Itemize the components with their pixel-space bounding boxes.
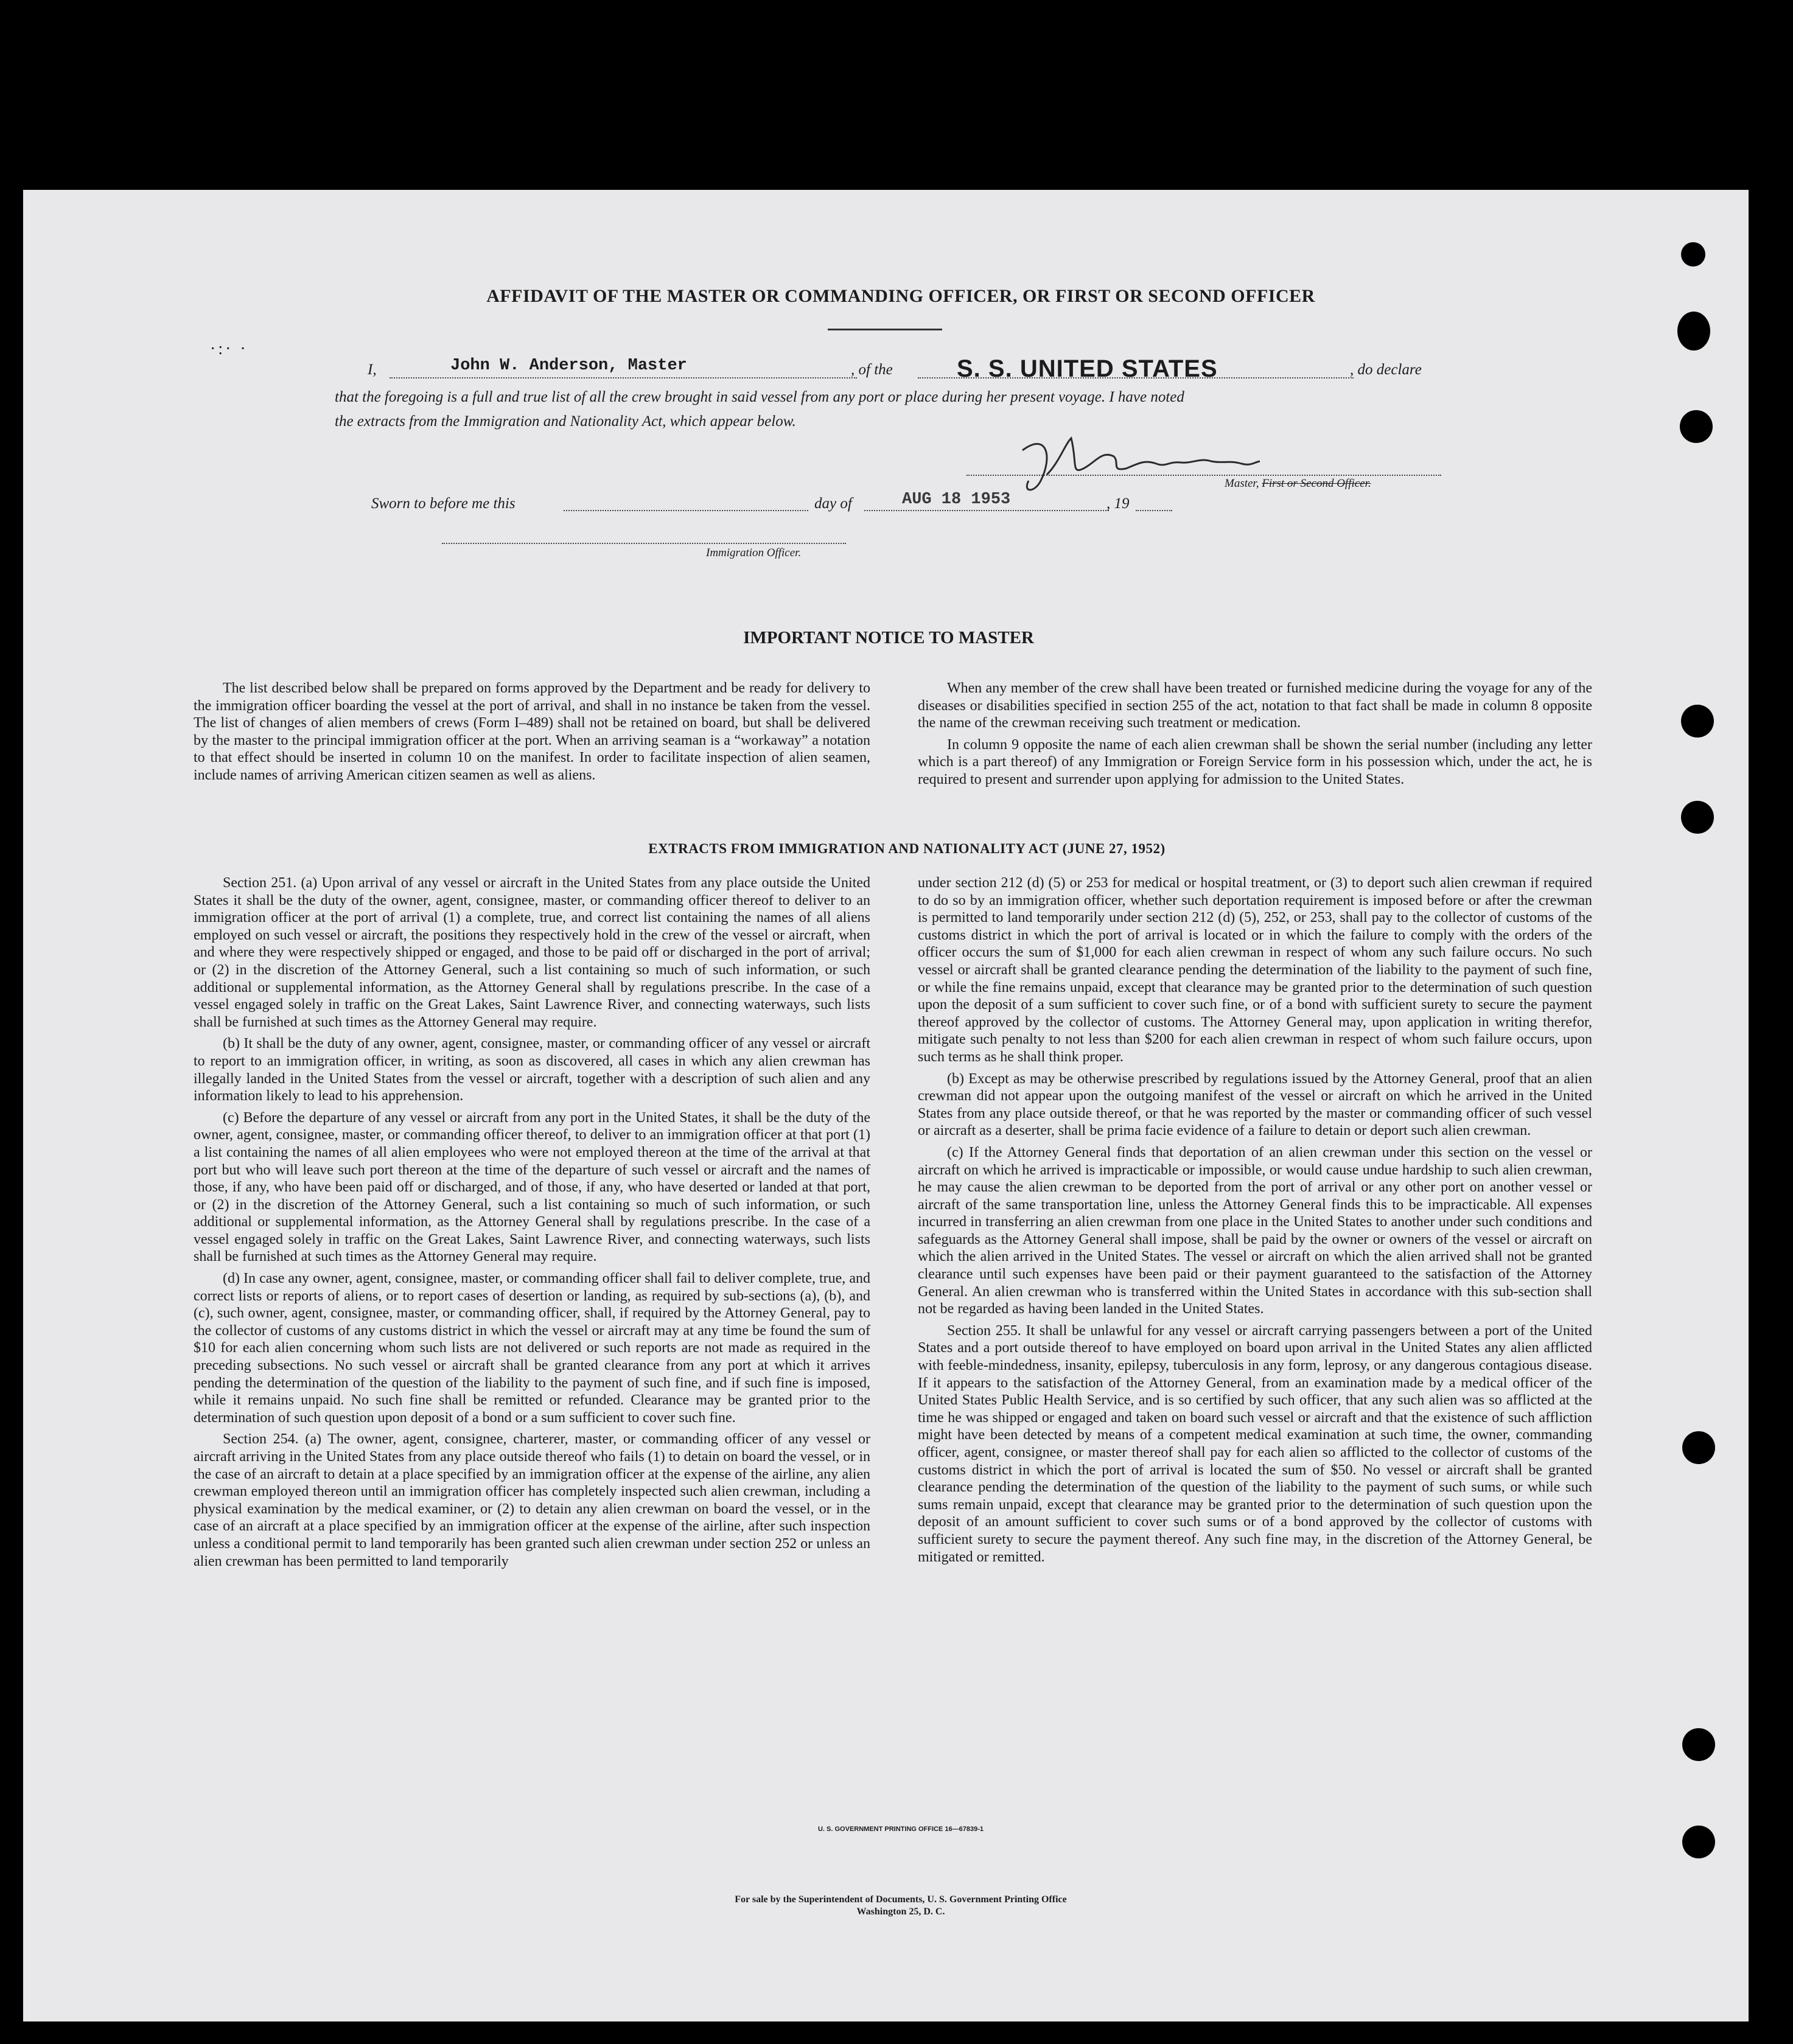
- declaration-line-1: that the foregoing is a full and true list of all the crew brought in said vessel from any port or place during her present voyage. I have noted: [335, 389, 1184, 405]
- immigration-officer-label: Immigration Officer.: [706, 546, 802, 559]
- extracts-left-column: [194, 874, 870, 1574]
- master-name: John W. Anderson, Master: [450, 357, 687, 375]
- notice-title: IMPORTANT NOTICE TO MASTER: [743, 628, 1034, 647]
- notice-paragraph: In column 9 opposite the name of each alien crewman shall be shown the serial number (including any letter which is a part thereof) of any Immigration or Foreign Service form in his possession which, under the act, he is required to present and surrender upon applying for admission to the United States.: [918, 736, 1592, 787]
- signature-line: [966, 475, 1441, 476]
- section-paragraph: (c) Before the departure of any vessel or aircraft from any port in the United States, it shall be the duty of the owner, agent, consignee, master, or commanding officer thereof, to deliver to an immigration officer at that port (1) a list containing the names of all alien employees who were not employed thereon at the time of the arrival at that port but who will leave such port thereon at the time of the departure of such vessel or aircraft and the names of those, if any, who have been paid off or discharged, and of those, if any, who have deserted or landed at that port, or (2) in the discretion of the Attorney General, such a list containing so much of such information, or such additional or supplemental information, as the Attorney General shall by regulations prescribe. In the case of a vessel engaged solely in traffic on the Great Lakes, Saint Lawrence River, and connecting waterways, such lists shall be furnished at such times as the Attorney General may require.: [194, 1109, 870, 1265]
- punch-hole: [1681, 705, 1714, 738]
- punch-hole: [1682, 1728, 1715, 1761]
- year-label: , 19: [1106, 495, 1130, 512]
- punch-hole: [1681, 801, 1714, 834]
- punch-hole: [1682, 1431, 1715, 1464]
- name-line: [390, 377, 857, 378]
- section-paragraph: (b) Except as may be otherwise prescribed by regulations issued by the Attorney General, proof that an alien crewman did not appear upon the outgoing manifest of the vessel or aircraft on which he arrived in the United States from any place outside thereof, or that he was reported by the master or commanding officer of such vessel or aircraft as a deserter, shall be prima facie evidence of a failure to detain or deport such alien crewman.: [918, 1070, 1592, 1139]
- of-the-label: , of the: [851, 361, 893, 378]
- day-of-label: day of: [814, 495, 852, 512]
- sworn-day-line: [564, 510, 808, 511]
- extracts-title: EXTRACTS FROM IMMIGRATION AND NATIONALITY ACT (JUNE 27, 1952): [648, 841, 1166, 856]
- affidavit-title: AFFIDAVIT OF THE MASTER OR COMMANDING OFFICER, OR FIRST OR SECOND OFFICER: [486, 286, 1315, 306]
- notice-paragraph: When any member of the crew shall have been treated or furnished medicine during the voyage for any of the diseases or disabilities specified in section 255 of the act, notation to that fact shall be made in column 8 opposite the name of the crewman receiving such treatment or medication.: [918, 680, 1592, 731]
- section-paragraph: Section 255. It shall be unlawful for any vessel or aircraft carrying passengers between a port of the United States and a port outside thereof to have employed on board upon arrival in the United States any alien afflicted with feeble-mindedness, insanity, epilepsy, tuberculosis in any form, leprosy, or any dangerous contagious disease. If it appears to the satisfaction of the Attorney General, from an examination made by a medical officer of the United States Public Health Service, and is so certified by such officer, that any such alien was so afflicted at the time he was shipped or engaged and taken on board such vessel or aircraft and that the existence of such affliction might have been detected by means of a competent medical examination at such time, the owner, commanding officer, agent, consignee, or master thereof shall pay for each alien so afflicted to the collector of customs of the customs district in which the port of arrival is located the sum of $50. No vessel or aircraft shall be granted clearance pending the determination of the question of the liability to the payment of such sums, or while such sums remain unpaid, except that clearance may be granted prior to the determination of such question upon the deposit of an amount sufficient to cover such sums or of a bond approved by the collector of customs with sufficient surety to secure the payment thereof. Any such fine may, in the discretion of the Attorney General, be mitigated or remitted.: [918, 1322, 1592, 1565]
- punch-hole: [1681, 242, 1705, 267]
- section-paragraph: (b) It shall be the duty of any owner, agent, consignee, master, or commanding officer of any vessel or aircraft to report to an immigration officer, in writing, as soon as discovered, all cases in which any alien crewman has illegally landed in the United States from the vessel or aircraft, together with a description of such alien and any information likely to lead to his apprehension.: [194, 1036, 870, 1104]
- do-declare-label: , do declare: [1350, 361, 1422, 378]
- sale-line-2: Washington 25, D. C.: [856, 1906, 945, 1917]
- officer-line: [442, 543, 846, 544]
- extracts-right-column: [918, 874, 1592, 1570]
- sworn-month-line: [864, 510, 1109, 511]
- notice-left-column: [194, 680, 870, 789]
- title-rule: [828, 329, 942, 330]
- sale-notice: [609, 1894, 1193, 1918]
- printing-office-line: U. S. GOVERNMENT PRINTING OFFICE 16—67839-1: [817, 1826, 984, 1833]
- signature-caption: [1225, 477, 1371, 490]
- section-paragraph: (d) In case any owner, agent, consignee, master, or commanding officer shall fail to deliver complete, true, and correct lists or reports of aliens, or to report cases of desertion or landing, as required by sub-sections (a), (b), and (c), such owner, agent, consignee, master, or commanding officer, shall, if required by the Attorney General, pay to the collector of customs of any customs district in which the vessel or aircraft may at any time be found the sum of $10 for each alien concerning whom such lists are not delivered or such reports are not made as required in the preceding subsections. No such vessel or aircraft shall be granted clearance from any port at which it arrives pending the determination of the question of the liability to the payment of such fine, and if such fine is imposed, while it remains unpaid. No such fine shall be remitted or refunded. Clearance may be granted prior to the determination of such question upon deposit of a bond or a sum sufficient to cover such fine.: [194, 1271, 870, 1426]
- section-paragraph: under section 212 (d) (5) or 253 for medical or hospital treatment, or (3) to deport such alien crewman if required to do so by an immigration officer, whether such deportation requirement is imposed before or after the crewman is permitted to land temporarily under section 212 (d) (5), 252, or 253, shall pay to the collector of customs of the customs district in which the port of arrival is located or in which the failure to comply with the orders of the officer occurs the sum of $1,000 for each alien crewman in respect of whom any such failure occurs. No such vessel or aircraft shall be granted clearance pending the determination of the liability to the payment of such fine, or while the fine remains unpaid, except that clearance may be granted prior to the determination of such question upon the deposit of a sum sufficient to cover such fine, or of a bond with sufficient surety to secure the payment thereof approved by the collector of customs. The Attorney General may, upon application in writing therefor, mitigate such penalty to not less than $200 for each alien crewman in respect of whom such failure occurs, upon such terms as he shall think proper.: [918, 875, 1592, 1065]
- handwritten-signature: [1010, 426, 1266, 505]
- sale-line-1: For sale by the Superintendent of Documents, U. S. Government Printing Office: [735, 1894, 1067, 1905]
- notice-right-column: [918, 680, 1592, 793]
- vessel-name: S. S. UNITED STATES: [957, 355, 1218, 382]
- struck-officer-label: First or Second Officer.: [1262, 477, 1371, 490]
- punch-hole: [1677, 312, 1710, 351]
- sworn-label: Sworn to before me this: [371, 495, 516, 512]
- section-paragraph: Section 254. (a) The owner, agent, consignee, charterer, master, or commanding officer of any vessel or aircraft arriving in the United States from any place outside thereof who fails (1) to detain on board the vessel, or in the case of an aircraft to detain at a place specified by an immigration officer at the expense of the airline, any alien crewman employed thereon until an immigration officer has completely inspected such alien crewman, including a physical examination by the medical examiner, or (2) to detain any alien crewman on board the vessel, or in the case of an aircraft at a place specified by an immigration officer at the expense of the airline, after such inspection unless a conditional permit to land temporarily has been granted such alien crewman under section 252 or unless an alien crewman has been permitted to land temporarily: [194, 1431, 870, 1569]
- i-label: I,: [368, 361, 377, 378]
- declaration-line-2: the extracts from the Immigration and Nationality Act, which appear below.: [335, 413, 796, 430]
- master-label: Master,: [1225, 477, 1259, 490]
- notice-paragraph: The list described below shall be prepared on forms approved by the Department and be ready for delivery to the immigration officer boarding the vessel at the port of arrival, and shall in no instance be taken from the vessel. The list of changes of alien members of crews (Form I–489) shall not be retained on board, but shall be delivered by the master to the principal immigration officer at the port. When an arriving seaman is a “workaway” a notation to that effect should be inserted in column 10 on the manifest. In order to facilitate inspection of alien seamen, include names of arriving American citizen seamen as well as aliens.: [194, 680, 870, 783]
- section-paragraph: (c) If the Attorney General finds that deportation of an alien crewman under this section on the vessel or aircraft on which he arrived is impracticable or impossible, or would cause undue hardship to such alien crewman, he may cause the alien crewman to be deported from the port of arrival or any other port on another vessel or aircraft of the same transportation line, unless the Attorney General finds this to be impracticable. All expenses incurred in transferring an alien crewman from one place in the United States to another under such conditions and safeguards as the Attorney General shall impose, shall be paid by the owner or owners of the vessel or aircraft on which the alien arrived in the United States. The vessel or aircraft on which the alien arrived shall not be granted clearance until such expenses have been paid or their payment guaranteed to the satisfaction of the Attorney General. An alien crewman who is transferred within the United States in accordance with this sub-section shall not be regarded as having been landed in the United States.: [918, 1144, 1592, 1317]
- stray-marks: ·:· ·: [210, 340, 248, 358]
- punch-hole: [1680, 410, 1713, 443]
- date-stamp: AUG 18 1953: [902, 490, 1011, 509]
- section-paragraph: Section 251. (a) Upon arrival of any vessel or aircraft in the United States from any place outside the United States it shall be the duty of the owner, agent, consignee, master, or commanding officer thereof to deliver to an immigration officer at the port of arrival (1) a complete, true, and correct list containing the names of all aliens employed on such vessel or aircraft, the positions they respectively hold in the crew of the vessel or aircraft, when and where they were respectively shipped or engaged, and those to be paid off or discharged in the port of arrival; or (2) in the discretion of the Attorney General, such a list containing so much of such information, or such additional or supplemental information, as the Attorney General shall by regulations prescribe. In the case of a vessel engaged solely in traffic on the Great Lakes, Saint Lawrence River, and connecting waterways, such lists shall be furnished at such times as the Attorney General may require.: [194, 875, 870, 1030]
- year-line: [1136, 510, 1172, 511]
- punch-hole: [1682, 1826, 1715, 1858]
